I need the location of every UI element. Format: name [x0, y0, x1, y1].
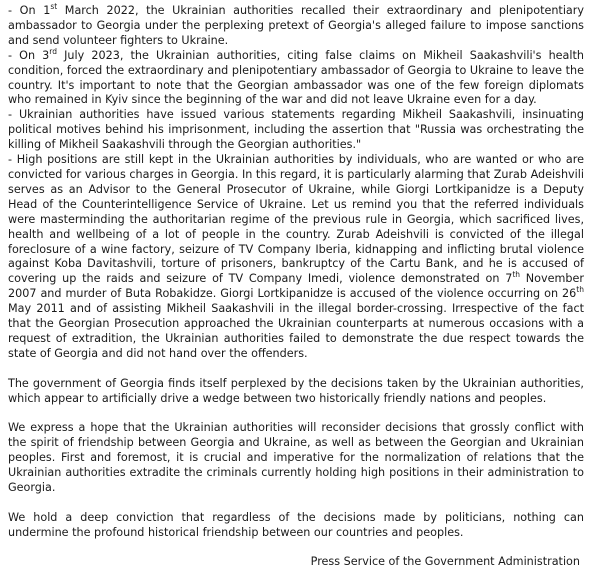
ordinal-suffix: th [576, 285, 584, 295]
bullet-saakashvili-statements: - Ukrainian authorities have issued various statements regarding Mikheil Saakashvili, insinuating political motives behind his imprisonment, including the assertion that "Russia was orchestrating the killing of Mikheil Saakashvili through the Georgian authorities." [8, 108, 584, 152]
ordinal-suffix: st [50, 2, 58, 11]
text-segment: - On 1 [8, 4, 51, 17]
text-segment: - High positions are still kept in the Ukrainian authorities by individuals, who are wanted or who are convicted for various charges in Georgia. In this regard, it is particularly alarming that Zurab Adeishvili serves as an Advisor to the General Prosecutor of Ukraine, while Giorgi Lortkipanidze is a Deputy Head of the Counterintelligence Service of Ukraine. Let us remind you that the referred individuals were masterminding the authoritarian regime of the previous rule in Georgia, which sacrificed lives, health and wellbeing of a lot of people in the country. Zurab Adeishvili is convicted of the illegal foreclosure of a wine factory, seizure of TV Company Iberia, kidnapping and inflicting brutal violence against Koba Davitashvili, torture of prisoners, bankruptcy of the Cartu Bank, and he is accused of covering up the raids and seizure of TV Company Imedi, violence demonstrated on 7 [8, 153, 584, 286]
bullet-ambassador-forced-to-leave [8, 46, 584, 109]
text-segment: March 2022, the Ukrainian authorities recalled their extraordinary and plenipotentiary ambassador to Georgia under the perplexing pretext of Georgia's alleged failure to impose sanctions and send volunteer fighters to Ukraine. [8, 4, 584, 47]
text-segment: May 2011 and of assisting Mikheil Saakashvili in the illegal border-crossing. Irrespective of the fact that the Georgian Prosecution approached the Ukrainian counterparts at numerous occasions with a request of extradition, the Ukrainian authorities failed to demonstrate the due respect towards the state of Georgia and did not hand over the offenders. [8, 302, 584, 360]
text-segment: - On 3 [8, 48, 50, 62]
press-service-signature: Press Service of the Government Administration [310, 555, 580, 568]
paragraph-hope-reconsider: We express a hope that the Ukrainian authorities will reconsider decisions that grossly conflict with the spirit of friendship between Georgia and Ukraine, as well as between the Georgian and Ukrainian peoples. First and foremost, it is crucial and imperative for the normalization of relations that the Ukrainian authorities extradite the criminals currently holding high positions in their administration to Georgia. [8, 421, 584, 494]
text-segment: July 2023, the Ukrainian authorities, citing false claims on Mikheil Saakashvili's health condition, forced the extraordinary and plenipotentiary ambassador of Georgia to Ukraine to leave the country. It's important to note that the Georgian ambassador was one of the few foreign diplomats who remained in Kyiv since the beginning of the war and did not leave Ukraine even for a day. [8, 48, 584, 107]
ordinal-suffix: rd [49, 46, 57, 56]
paragraph-government-perplexed: The government of Georgia finds itself perplexed by the decisions taken by the Ukrainian authorities, which appear to artificially drive a wedge between two historically friendly nations and peoples. [8, 376, 584, 405]
bullet-ambassador-recalled [8, 4, 584, 49]
bullet-wanted-officials [8, 153, 584, 362]
paragraph-deep-conviction: We hold a deep conviction that regardless of the decisions made by politicians, nothing can undermine the profound historical friendship between our countries and peoples. [8, 510, 584, 539]
text-segment: November 2007 and murder of Buta Robakidze. Giorgi Lortkipanidze is accused of the violence occurring on 26 [8, 272, 584, 301]
ordinal-suffix: th [512, 270, 521, 280]
statement-document [8, 4, 584, 541]
